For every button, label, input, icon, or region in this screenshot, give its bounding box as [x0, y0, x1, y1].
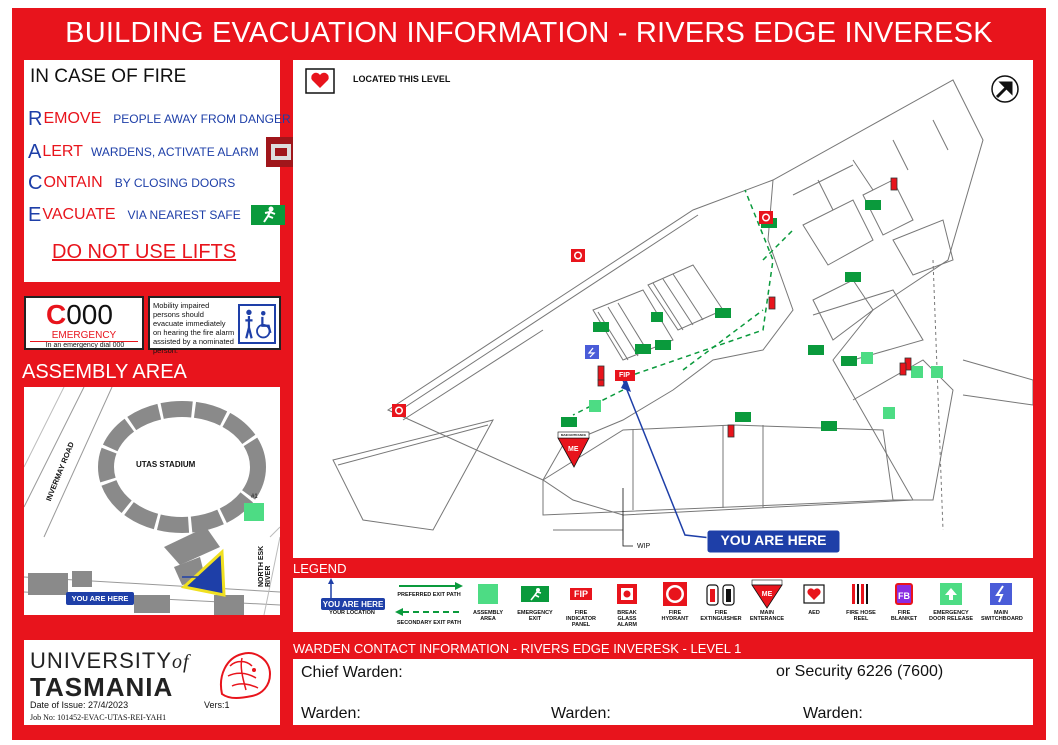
- assembly-you-are-here: YOU ARE HERE: [71, 594, 129, 603]
- legend-title: LEGEND: [293, 561, 347, 576]
- main-entrance-map-label: ME: [568, 446, 579, 453]
- assembly-area-icon: [478, 584, 498, 604]
- legend-label: YOUR LOCATION: [329, 610, 375, 616]
- fip-icon: FIP: [570, 588, 592, 600]
- emergency-door-release-icon: [940, 583, 962, 605]
- legend-you-are-here-text: YOU ARE HERE: [322, 600, 384, 609]
- fire-extinguisher-icon: [705, 581, 737, 607]
- stadium-label: UTAS STADIUM: [136, 460, 196, 469]
- fire-heading: IN CASE OF FIRE: [30, 66, 187, 87]
- emergency-box: [24, 296, 144, 350]
- lion-logo-icon: [212, 646, 276, 706]
- assembly-marker: #1: [251, 494, 258, 500]
- step-desc: VIA NEAREST SAFE: [127, 208, 241, 222]
- legend-label: ASSEMBLY AREA: [473, 610, 504, 622]
- floor-plan: [293, 60, 1033, 558]
- wip-label: WIP: [637, 543, 651, 550]
- step-contain: [28, 171, 235, 195]
- job-number: Job No: 101452-EVAC-UTAS-REI-YAH1: [30, 713, 167, 722]
- exit-path-arrows-icon: [393, 578, 465, 622]
- legend-label: EMERGENCY DOOR RELEASE: [929, 610, 974, 622]
- legend-exit-paths: [393, 578, 465, 627]
- university-word: UNIVERSITY: [30, 648, 173, 673]
- step-remove: [28, 107, 291, 131]
- emergency-digits: 000: [66, 299, 113, 330]
- you-are-here-marker-icon: [319, 578, 385, 610]
- legend-fire-extinguisher: [699, 578, 743, 622]
- legend-label: FIRE BLANKET: [890, 610, 918, 622]
- assembly-title: ASSEMBLY AREA: [22, 361, 187, 383]
- step-word: VACUATE: [42, 206, 116, 223]
- legend-assembly-area: [473, 578, 503, 622]
- step-desc: BY CLOSING DOORS: [114, 176, 236, 190]
- page-title: BUILDING EVACUATION INFORMATION - RIVERS EDGE INVERESK: [65, 17, 993, 49]
- chief-warden-label: Chief Warden:: [301, 664, 403, 681]
- fire-hydrant-icon: [663, 582, 687, 606]
- exit-running-man-icon: [251, 205, 285, 225]
- university-panel: [24, 640, 280, 725]
- wheelchair-assist-icon: [238, 304, 276, 344]
- step-letter: R: [28, 107, 43, 130]
- located-this-level-label: LOCATED THIS LEVEL: [353, 74, 451, 84]
- legend-emergency-door-release: [929, 578, 973, 622]
- legend-label: FIRE EXTINGUISHER: [700, 610, 742, 622]
- assembly-map-drawing: [24, 387, 280, 615]
- assembly-map: [24, 387, 280, 615]
- legend-label: FIRE HYDRANT: [661, 610, 689, 622]
- legend-label: FIRE HOSE REEL: [846, 610, 876, 622]
- mobility-box: [148, 296, 281, 355]
- emergency-exit-icon: [521, 586, 549, 602]
- floor-plan-drawing: [293, 60, 1033, 558]
- tasmania-wordmark: TASMANIA: [30, 672, 174, 702]
- aed-legend-icon: [803, 584, 825, 604]
- legend-label: PREFERRED EXIT PATH: [397, 592, 461, 598]
- legend-main-entrance: [747, 578, 787, 622]
- break-glass-alarm-icon: [617, 584, 637, 604]
- fire-hose-reel-icon: [850, 583, 872, 605]
- legend-fire-hydrant: [657, 578, 693, 622]
- road-label: INVERMAY ROAD: [44, 440, 76, 503]
- university-wordmark: [30, 648, 190, 674]
- main-entrance-icon-text: ME: [761, 591, 773, 598]
- university-of: of: [172, 651, 190, 673]
- step-desc: PEOPLE AWAY FROM DANGER: [113, 112, 291, 126]
- step-evacuate: [28, 203, 285, 227]
- legend-label: SECONDARY EXIT PATH: [396, 620, 462, 626]
- warden-panel: [293, 659, 1033, 725]
- step-alert: [28, 140, 297, 164]
- legend-break-glass-alarm: [609, 578, 645, 628]
- version: Vers:1: [204, 700, 230, 710]
- date-of-issue: Date of Issue: 27/4/2023: [30, 700, 129, 710]
- main-entrance-icon: [751, 579, 783, 609]
- warden-label-2: Warden:: [551, 705, 611, 722]
- legend-label: BREAK GLASS ALARM: [617, 610, 637, 628]
- emergency-dial-text: In an emergency dial 000: [45, 342, 125, 349]
- fire-alarm-icon: [265, 136, 297, 168]
- security-contact: or Security 6226 (7600): [776, 663, 944, 680]
- legend-label: MAIN ENTERANCE: [749, 610, 785, 622]
- main-entrance-caption: MAIN ENTRANCE: [560, 433, 587, 437]
- you-are-here-label: YOU ARE HERE: [720, 532, 827, 548]
- legend-main-switchboard: [981, 578, 1021, 622]
- warden-label-3: Warden:: [803, 705, 863, 722]
- legend-label: AED: [808, 610, 820, 616]
- fip-map-label: FIP: [619, 372, 630, 379]
- step-word: LERT: [42, 143, 83, 160]
- legend-panel: [293, 578, 1033, 632]
- fire-instructions-panel: [24, 60, 291, 282]
- step-letter: A: [28, 140, 42, 163]
- legend-fire-indicator-panel: [559, 578, 603, 628]
- legend-your-location: [319, 578, 385, 616]
- emergency-c-logo: C: [46, 299, 67, 330]
- step-desc: WARDENS, ACTIVATE ALARM: [90, 145, 259, 159]
- legend-label: EMERGENCY EXIT: [517, 610, 553, 622]
- legend-label: FIRE INDICATOR PANEL: [565, 610, 597, 628]
- fire-blanket-icon: FB: [895, 583, 913, 605]
- river-label: NORTH ESK RIVER: [258, 545, 272, 587]
- step-word: EMOVE: [43, 110, 102, 127]
- mobility-text: Mobility impaired persons should evacuate immediately on hearing the fire alarm assisted by a nominated person.: [153, 301, 235, 355]
- legend-fire-hose-reel: [843, 578, 879, 622]
- step-letter: C: [28, 171, 43, 194]
- step-word: ONTAIN: [43, 174, 103, 191]
- emergency-number: [46, 299, 113, 331]
- legend-label: MAIN SWITCHBOARD: [981, 610, 1023, 622]
- no-lifts-warning: DO NOT USE LIFTS: [52, 241, 237, 263]
- warden-label-1: Warden:: [301, 705, 361, 722]
- step-letter: E: [28, 203, 42, 226]
- switchboard-icon: [990, 583, 1012, 605]
- emergency-label: EMERGENCY: [30, 330, 138, 342]
- warden-title: WARDEN CONTACT INFORMATION - RIVERS EDGE INVERESK - LEVEL 1: [293, 641, 742, 656]
- legend-emergency-exit: [515, 578, 555, 622]
- legend-fire-blanket: [889, 578, 919, 622]
- legend-aed: [799, 578, 829, 616]
